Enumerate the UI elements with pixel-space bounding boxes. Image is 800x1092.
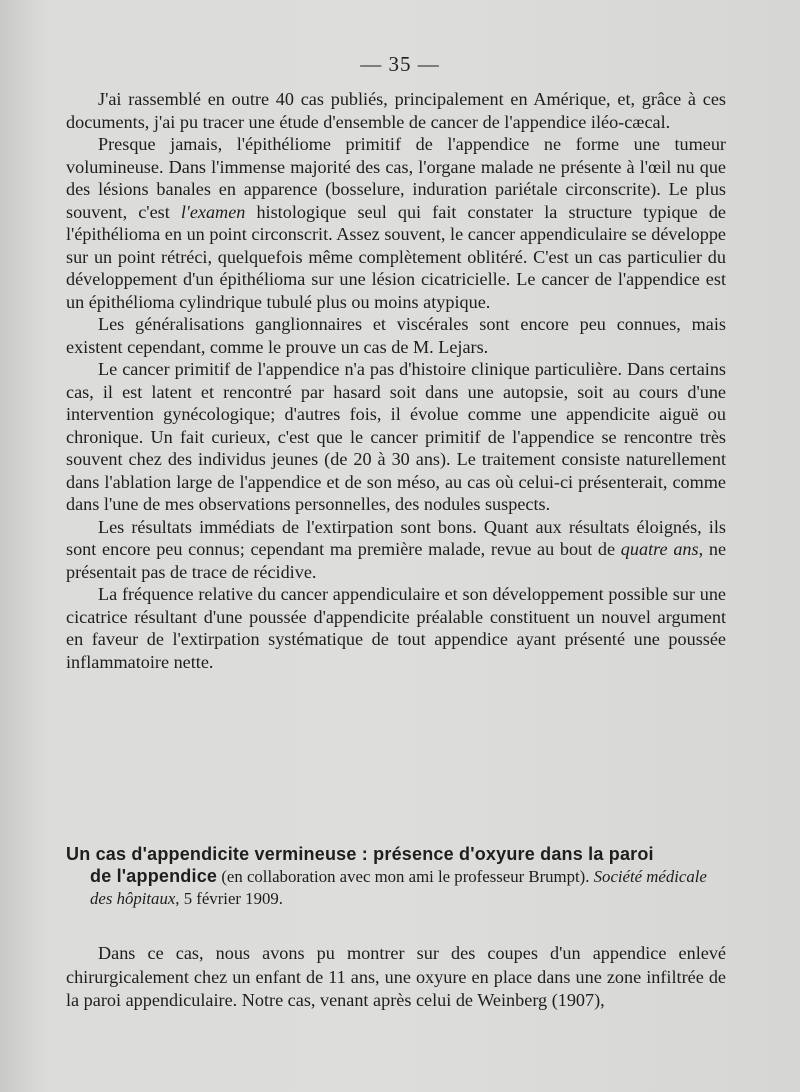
paragraph-2-emphasis: l'examen: [180, 201, 246, 222]
section-heading: [66, 843, 726, 910]
section-title-line2: de l'appendice: [90, 866, 218, 886]
section-note: (en collaboration avec mon ami le professeur Brumpt).: [217, 867, 594, 886]
paragraph-6: La fréquence relative du cancer appendiculaire et son développement possible sur une cicatrice résultant d'une poussée d'appendicite préalable constituent un nouvel argument en faveur de l'extirpation systématique de tout appendice ayant présenté une poussée inflammatoire nette.: [66, 584, 726, 672]
paragraph-2-part1: Presque jamais, l'épithéliome primitif de l'appendice ne forme une tumeur volumineuse. Dans l'immense majorité des cas, l'organe malade ne présente à l'œil nu que des lésions banales en apparence (bosselure, induration pariétale circonscrite). Le plus souvent, c'est: [66, 134, 726, 222]
section-journal: Société médicale des hôpitaux: [90, 867, 707, 908]
section-title-line1: Un cas d'appendicite vermineuse : présence d'oxyure dans la paroi: [66, 844, 654, 864]
paragraph-3: Les généralisations ganglionnaires et viscérales sont encore peu connues, mais existent cependant, comme le prouve un cas de M. Lejars.: [66, 314, 726, 357]
main-text: [66, 88, 726, 673]
paragraph-5-emphasis: quatre ans: [620, 539, 699, 559]
paragraph-5: [66, 516, 726, 584]
paragraph-4: Le cancer primitif de l'appendice n'a pas d'histoire clinique particulière. Dans certains cas, il est latent et rencontré par hasard soit dans une autopsie, soit au cours d'une intervention gynécologique; d'autres fois, il évolue comme une appendicite aiguë ou chronique. Un fait curieux, c'est que le cancer primitif de l'appendice se rencontre très souvent chez des individus jeunes (de 20 à 30 ans). Le traitement consiste naturellement dans l'ablation large de l'appendice et de son méso, au cas où celui-ci présenterait, comme dans l'une de mes observations personnelles, des nodules suspects.: [66, 359, 726, 514]
section-text: [66, 942, 726, 1013]
page-number: — 35 —: [360, 52, 440, 76]
paragraph-5-part1: Les résultats immédiats de l'extirpation sont bons. Quant aux résultats éloignés, ils sont encore peu connus; cependant ma première malade, revue au bout de: [66, 516, 726, 559]
paragraph-5-part2: , ne présentait pas de trace de récidive.: [66, 539, 727, 582]
section-date: , 5 février 1909.: [175, 889, 283, 908]
paragraph-1: J'ai rassemblé en outre 40 cas publiés, principalement en Amérique, et, grâce à ces documents, j'ai pu tracer une étude d'ensemble de cancer de l'appendice iléo-cæcal.: [66, 89, 726, 132]
paragraph-2-part2: histologique seul qui fait constater la structure typique de l'épithélioma en un point circonscrit. Assez souvent, le cancer appendiculaire se développe sur un point rétréci, quelquefois même complètement oblitéré. C'est un cas particulier du développement d'un épithélioma sur une lésion cicatricielle. Le cancer de l'appendice est un épithélioma cylindrique tubulé plus ou moins atypique.: [66, 201, 726, 312]
section-paragraph: Dans ce cas, nous avons pu montrer sur des coupes d'un appendice enlevé chirurgicalement chez un enfant de 11 ans, une oxyure en place dans une zone infiltrée de la paroi appendiculaire. Notre cas, venant après celui de Weinberg (1907),: [66, 943, 726, 1010]
section-title-line2-wrap: [66, 865, 726, 910]
paragraph-2: [66, 133, 726, 313]
